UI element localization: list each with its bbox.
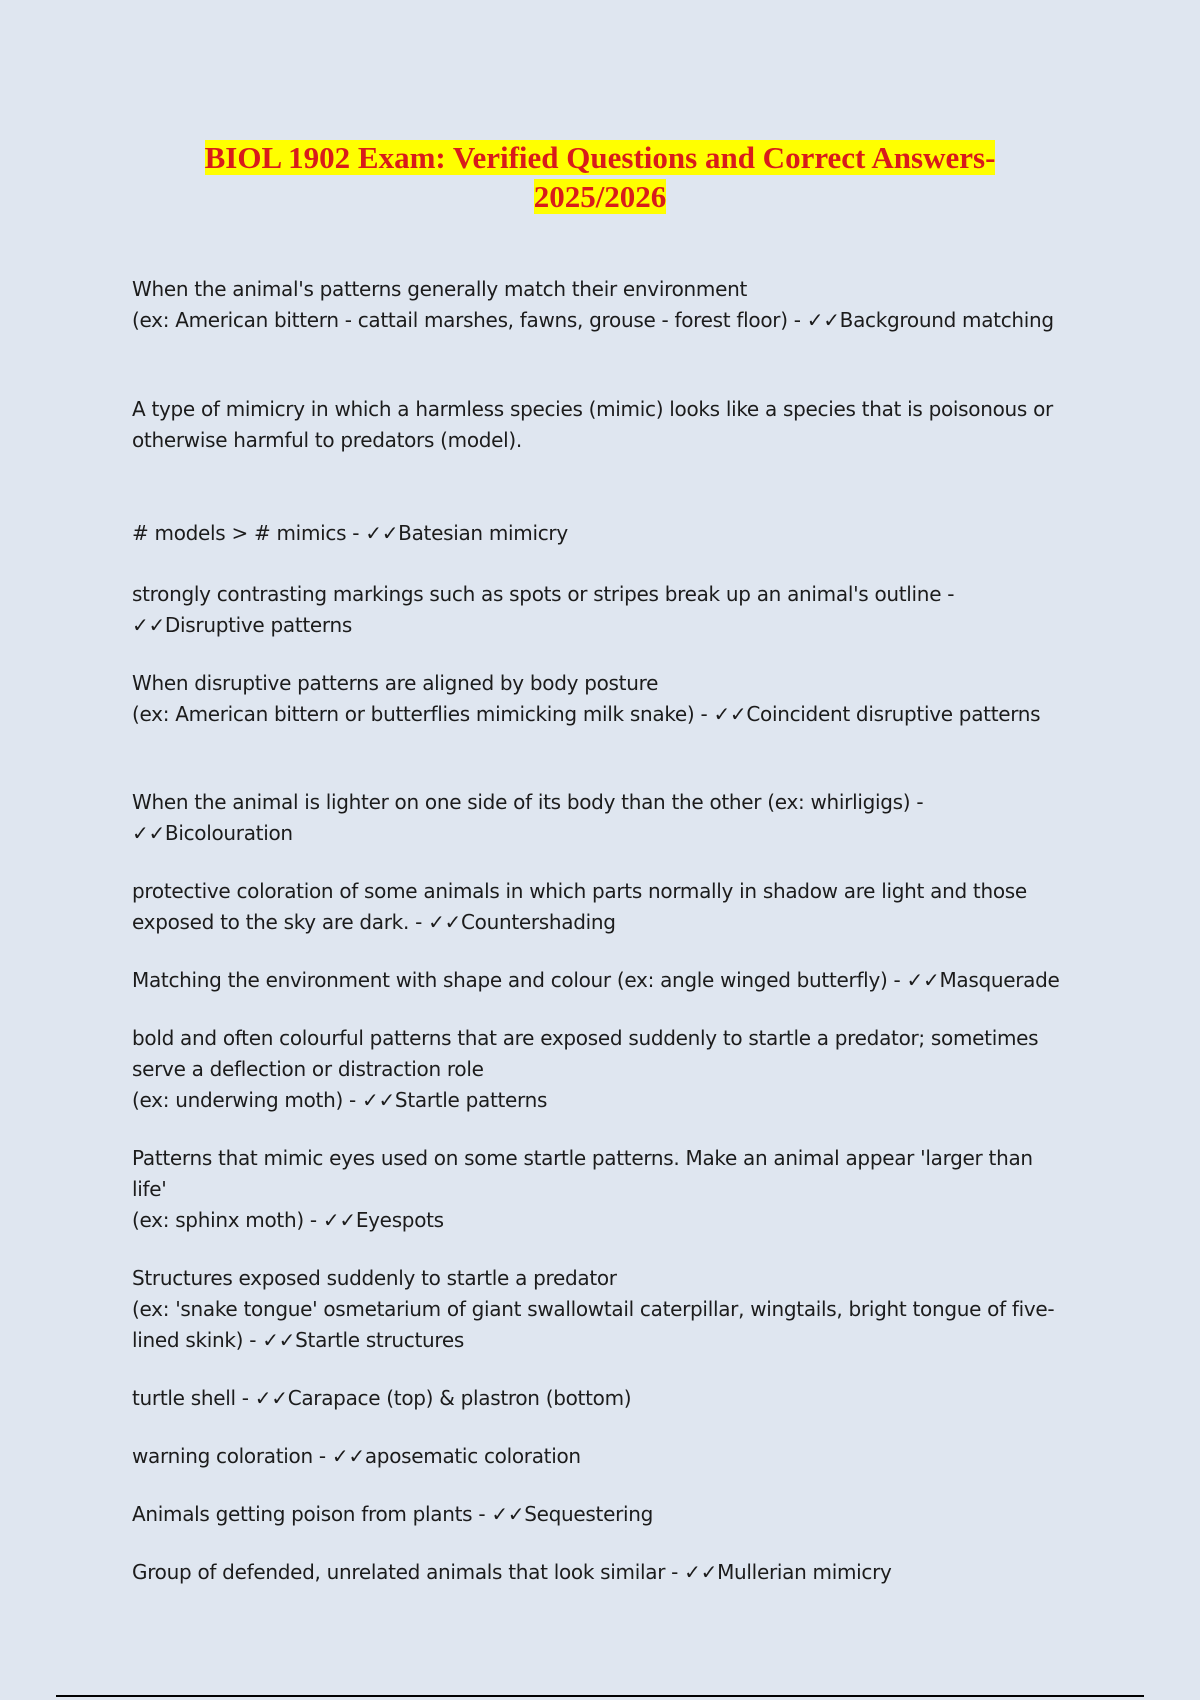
qa-entry — [132, 579, 1072, 641]
question-text: Patterns that mimic eyes used on some startle patterns. Make an animal appear 'larger than life' — [132, 1146, 1033, 1201]
question-text: When the animal is lighter on one side of its body than the other (ex: whirligigs) - ✓✓Bicolouration — [132, 790, 924, 845]
title-line-1: BIOL 1902 Exam: Verified Questions and Correct Answers- — [204, 140, 996, 175]
qa-entry — [132, 1383, 1072, 1414]
double-check-icon: ✓✓ — [428, 910, 461, 934]
question-text: bold and often colourful patterns that are exposed suddenly to startle a predator; sometimes serve a deflection or distraction role — [132, 1026, 1039, 1081]
qa-list — [132, 274, 1072, 1588]
qa-entry — [132, 1441, 1072, 1472]
document-title — [0, 138, 1200, 216]
double-check-icon: ✓✓ — [254, 1386, 288, 1410]
question-text: (ex: sphinx moth) - ✓✓Eyespots — [132, 1208, 444, 1232]
qa-entry — [132, 1263, 1072, 1356]
question-text: When the animal's patterns generally match their environment — [132, 277, 747, 301]
answer-text: ✓✓Startle structures — [262, 1328, 464, 1352]
question-text: Group of defended, unrelated animals that look similar - ✓✓Mullerian mimicry — [132, 1560, 892, 1584]
double-check-icon: ✓✓ — [806, 308, 840, 332]
answer-text: ✓✓Disruptive patterns — [132, 613, 352, 637]
answer-text: ✓✓Sequestering — [491, 1502, 654, 1526]
question-text: Animals getting poison from plants - ✓✓Sequestering — [132, 1502, 654, 1526]
double-check-icon: ✓✓ — [362, 1088, 395, 1112]
question-text: # models > # mimics - ✓✓Batesian mimicry — [132, 521, 568, 545]
qa-entry — [132, 965, 1072, 996]
qa-entry — [132, 1499, 1072, 1530]
page-divider — [56, 1695, 1144, 1697]
answer-text: ✓✓Bicolouration — [132, 821, 293, 845]
qa-entry — [132, 1557, 1072, 1588]
double-check-icon: ✓✓ — [322, 1208, 356, 1232]
qa-entry — [132, 668, 1072, 730]
answer-text: ✓✓Coincident disruptive patterns — [713, 702, 1041, 726]
answer-text: ✓✓aposematic coloration — [331, 1444, 581, 1468]
question-text: turtle shell - ✓✓Carapace (top) & plastron (bottom) — [132, 1386, 632, 1410]
title-line-2: 2025/2026 — [533, 179, 667, 214]
question-text: warning coloration - ✓✓aposematic coloration — [132, 1444, 581, 1468]
double-check-icon: ✓✓ — [262, 1328, 296, 1352]
question-text: (ex: underwing moth) - ✓✓Startle patterns — [132, 1088, 548, 1112]
double-check-icon: ✓✓ — [906, 968, 940, 992]
double-check-icon: ✓✓ — [365, 521, 399, 545]
qa-entry — [132, 1143, 1072, 1236]
question-text: A type of mimicry in which a harmless species (mimic) looks like a species that is poisonous or otherwise harmful to predators (model). — [132, 397, 1053, 452]
double-check-icon: ✓✓ — [491, 1502, 525, 1526]
double-check-icon: ✓✓ — [132, 821, 165, 845]
question-text: Structures exposed suddenly to startle a predator — [132, 1266, 617, 1290]
qa-entry — [132, 1023, 1072, 1116]
double-check-icon: ✓✓ — [713, 702, 747, 726]
answer-text: ✓✓Eyespots — [322, 1208, 444, 1232]
question-text: (ex: American bittern - cattail marshes, fawns, grouse - forest floor) - ✓✓Background matching — [132, 308, 1054, 332]
qa-entry — [132, 787, 1072, 849]
question-text: (ex: American bittern or butterflies mimicking milk snake) - ✓✓Coincident disruptive patterns — [132, 702, 1041, 726]
answer-text: ✓✓Batesian mimicry — [365, 521, 568, 545]
answer-text: ✓✓Masquerade — [906, 968, 1060, 992]
double-check-icon: ✓✓ — [684, 1560, 718, 1584]
question-text: (ex: 'snake tongue' osmetarium of giant swallowtail caterpillar, wingtails, bright tongue of five-lined skink) - ✓✓Startle structures — [132, 1297, 1055, 1352]
double-check-icon: ✓✓ — [331, 1444, 365, 1468]
answer-text: ✓✓Mullerian mimicry — [684, 1560, 892, 1584]
question-text: When disruptive patterns are aligned by body posture — [132, 671, 659, 695]
qa-entry — [132, 274, 1072, 336]
answer-text: ✓✓Startle patterns — [362, 1088, 548, 1112]
qa-entry — [132, 876, 1072, 938]
answer-text: ✓✓Background matching — [806, 308, 1054, 332]
question-text: protective coloration of some animals in which parts normally in shadow are light and those exposed to the sky are dark. - ✓✓Countershading — [132, 879, 1027, 934]
question-text: strongly contrasting markings such as spots or stripes break up an animal's outline - ✓✓Disruptive patterns — [132, 582, 955, 637]
answer-text: ✓✓Carapace (top) & plastron (bottom) — [254, 1386, 632, 1410]
qa-entry — [132, 394, 1072, 549]
question-text: Matching the environment with shape and colour (ex: angle winged butterfly) - ✓✓Masquerade — [132, 968, 1060, 992]
answer-text: ✓✓Countershading — [428, 910, 616, 934]
double-check-icon: ✓✓ — [132, 613, 165, 637]
